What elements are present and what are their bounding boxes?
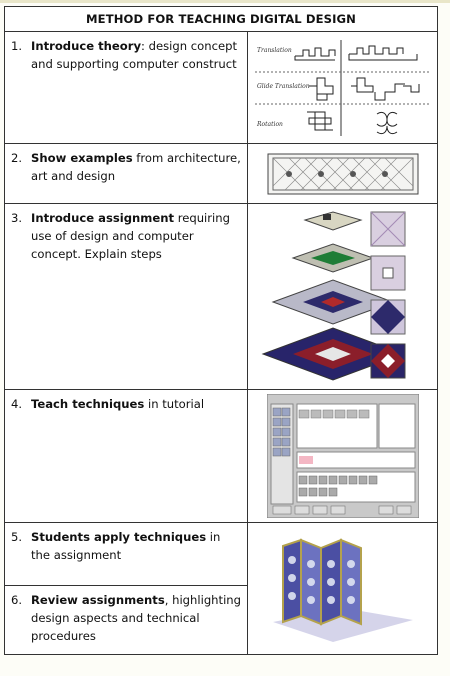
step-6-text (5, 586, 248, 655)
table-row-1 (5, 32, 438, 144)
step-4-text (5, 390, 248, 523)
step-6-title: Review assignments (31, 593, 165, 607)
step-3-text (5, 204, 248, 390)
lattice-pattern-image (267, 153, 419, 195)
step-5-description: in the assignment (31, 530, 221, 562)
method-table (4, 6, 438, 655)
steps-5-6-figure (248, 523, 438, 655)
assignment-steps-image (253, 208, 433, 386)
step-1-text (5, 32, 248, 144)
translation-label: Translation (256, 46, 292, 54)
step-4-title: Teach techniques (31, 397, 145, 411)
step-1-figure (248, 32, 438, 144)
step-2-number: 2. (11, 151, 23, 165)
step-3-title: Introduce assignment (31, 211, 175, 225)
table-row-3 (5, 204, 438, 390)
glide-translation-label: Glide Translation (256, 82, 310, 90)
rotation-label: Rotation (256, 120, 283, 128)
step-6-number: 6. (11, 593, 23, 607)
step-5-number: 5. (11, 530, 23, 544)
step-5-text (5, 523, 248, 586)
folding-screen-render (263, 526, 423, 652)
step-1-number: 1. (11, 39, 23, 53)
tutorial-software-screenshot (267, 394, 419, 518)
step-4-figure (248, 390, 438, 523)
table-row-4 (5, 390, 438, 523)
step-1-title: Introduce theory (31, 39, 142, 53)
step-4-number: 4. (11, 397, 23, 411)
step-2-figure (248, 144, 438, 204)
step-1-description: : design concept and supporting computer construct (31, 39, 237, 71)
page-top-strip (0, 0, 450, 3)
table-title: METHOD FOR TEACHING DIGITAL DESIGN (5, 7, 438, 32)
table-row-5 (5, 523, 438, 586)
step-3-number: 3. (11, 211, 23, 225)
table-row-2 (5, 144, 438, 204)
step-2-text (5, 144, 248, 204)
step-2-title: Show examples (31, 151, 133, 165)
step-2-description: from architecture, art and design (31, 151, 241, 183)
step-5-title: Students apply techniques (31, 530, 207, 544)
step-4-description: in tutorial (144, 397, 205, 411)
step-6-description: , highlighting design aspects and technical procedures (31, 593, 242, 643)
symmetry-diagram (253, 36, 433, 140)
step-3-figure (248, 204, 438, 390)
step-3-description: requiring use of design and computer concept. Explain steps (31, 211, 230, 261)
